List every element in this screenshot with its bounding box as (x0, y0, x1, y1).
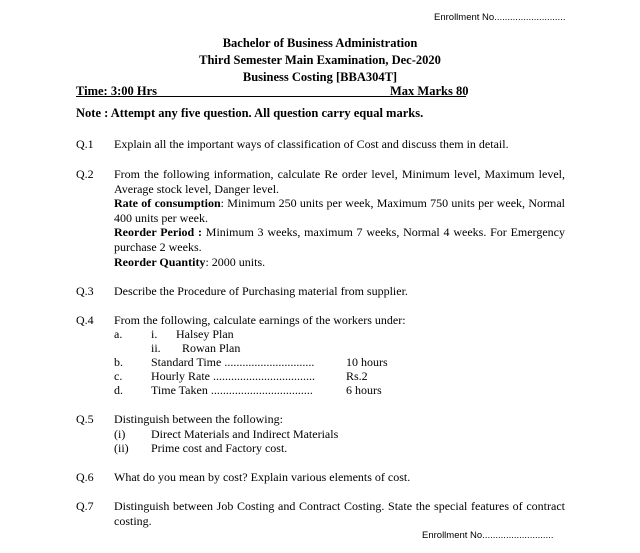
consumption-label: Rate of consumption (114, 196, 221, 211)
header-underline (76, 96, 466, 97)
reorder-period-text: Minimum 3 weeks, maximum 7 weeks, Normal 4 weeks. For Emergency purchase 2 weeks. (114, 225, 565, 254)
q4-time-taken: Time Taken .................................. (151, 383, 313, 397)
degree-title: Bachelor of Business Administration (222, 36, 418, 50)
q4-item-c: c. (114, 369, 123, 383)
time-allowed: Time: 3:00 Hrs (76, 84, 158, 98)
q4-time-taken-value: 6 hours (346, 383, 382, 397)
reorder-qty-text: : 2000 units. (205, 254, 266, 269)
question-5-intro: Distinguish between the following: (114, 412, 283, 426)
question-2-block (114, 167, 565, 269)
q4-rowan: Rowan Plan (182, 341, 241, 355)
question-number: Q.2 (76, 167, 94, 181)
question-3-text: Describe the Procedure of Purchasing material from supplier. (114, 284, 408, 298)
consumption-line (114, 196, 565, 225)
q4-standard-time: Standard Time .............................. (151, 355, 315, 369)
q4-item-ii: ii. (151, 341, 161, 355)
q4-item-a: a. (114, 327, 123, 341)
reorder-period-line (114, 225, 565, 254)
q4-hourly-rate-value: Rs.2 (346, 369, 368, 383)
question-1-text: Explain all the important ways of classification of Cost and discuss them in detail. (114, 137, 509, 151)
question-2-intro: From the following information, calculate Re order level, Minimum level, Maximum level, Average stock level, Danger level. (114, 167, 565, 196)
q4-standard-time-value: 10 hours (346, 355, 388, 369)
q5-item-ii: (ii) (114, 441, 129, 455)
q4-halsey: Halsey Plan (176, 327, 234, 341)
q5-item-ii-text: Prime cost and Factory cost. (151, 441, 288, 455)
question-number: Q.1 (76, 137, 94, 151)
q4-item-b: b. (114, 355, 123, 369)
enrollment-number-bottom: Enrollment No........................... (422, 530, 554, 541)
question-number: Q.3 (76, 284, 94, 298)
question-7-text: Distinguish between Job Costing and Contract Costing. State the special features of contract costing. (114, 499, 565, 528)
exam-title: Third Semester Main Examination, Dec-2020 (199, 53, 441, 67)
q5-item-i-text: Direct Materials and Indirect Materials (151, 427, 339, 441)
q4-item-d: d. (114, 383, 123, 397)
question-4-intro: From the following, calculate earnings of the workers under: (114, 313, 406, 327)
reorder-qty-label: Reorder Quantity (114, 254, 206, 269)
enrollment-number-top: Enrollment No........................... (434, 12, 566, 23)
question-number: Q.4 (76, 313, 94, 327)
reorder-period-label: Reorder Period : (114, 225, 202, 240)
question-6-text: What do you mean by cost? Explain various elements of cost. (114, 470, 411, 484)
exam-note: Note : Attempt any five question. All question carry equal marks. (76, 106, 424, 120)
question-number: Q.6 (76, 470, 94, 484)
q4-hourly-rate: Hourly Rate .................................. (151, 369, 315, 383)
q5-item-i: (i) (114, 427, 126, 441)
consumption-text: : Minimum 250 units per week, Maximum 750 units per week, Normal 400 units per week. (114, 196, 565, 225)
subject-title: Business Costing [BBA304T] (242, 70, 398, 84)
question-number: Q.7 (76, 499, 94, 513)
question-number: Q.5 (76, 412, 94, 426)
q4-item-i: i. (151, 327, 158, 341)
max-marks: Max Marks 80 (390, 84, 469, 98)
reorder-qty-line (114, 255, 565, 270)
